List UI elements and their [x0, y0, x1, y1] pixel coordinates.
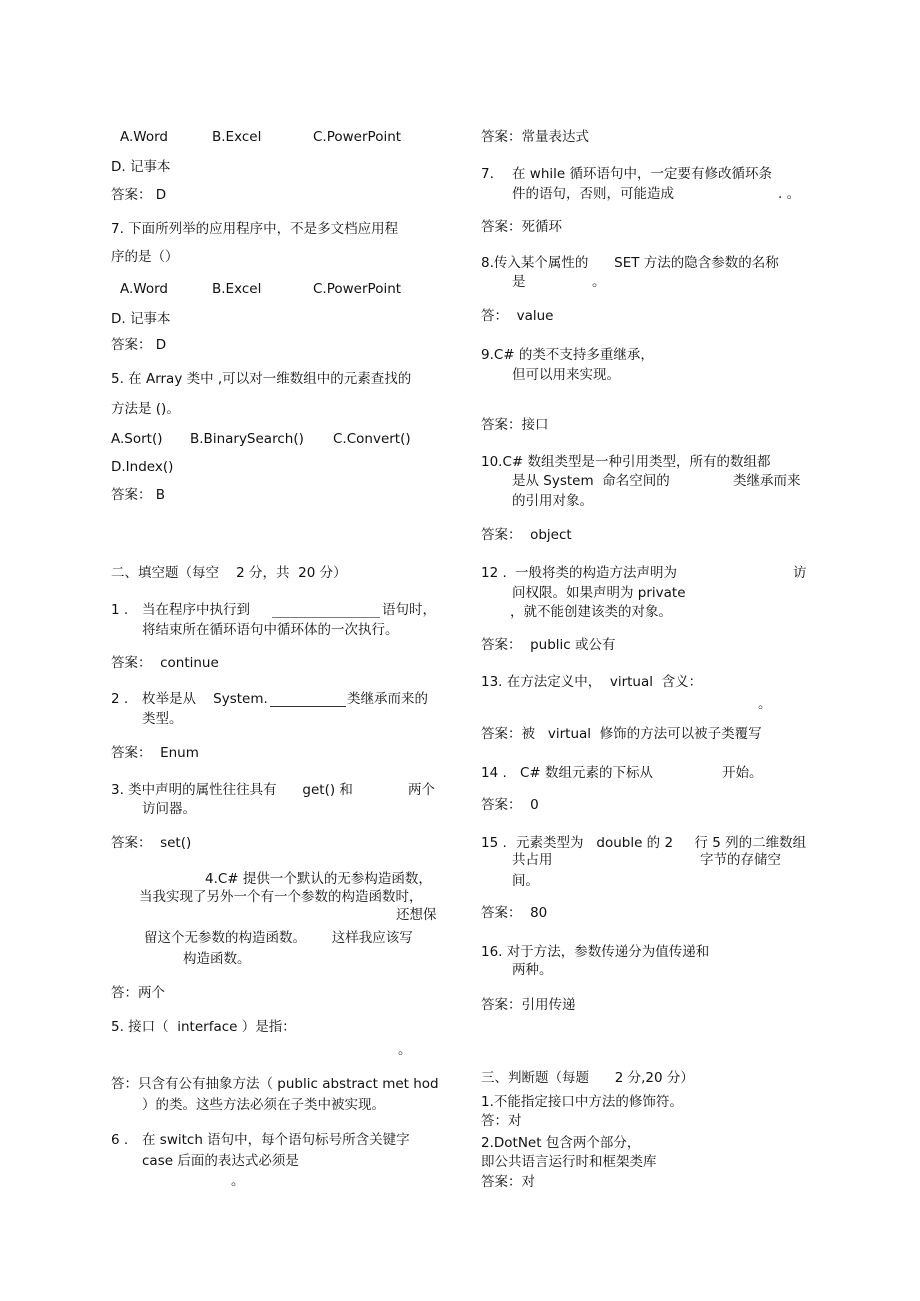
answer: 答案： B [111, 487, 166, 503]
option-b: B.Excel [212, 281, 262, 297]
question-text: . 。 [778, 186, 801, 202]
blank-end: 。 [231, 1173, 245, 1189]
answer: 答：只含有公有抽象方法（ public abstract met hod [111, 1076, 439, 1092]
answer: 答案：常量表达式 [481, 129, 589, 145]
question-text: 8.传入某个属性的 SET 方法的隐含参数的名称 [481, 255, 779, 271]
option-c: C.PowerPoint [313, 129, 402, 145]
question-text: 访问器。 [142, 801, 196, 817]
question-number: 15 . [481, 835, 507, 851]
blank-end: 。 [398, 1042, 412, 1058]
question-text: 当在程序中执行到 [142, 602, 250, 618]
question-text: 4.C# 提供一个默认的无参构造函数， [205, 871, 432, 887]
question-text: 5. 在 Array 类中 ,可以对一维数组中的元素查找的 [111, 371, 412, 387]
question-text: 5. 接口（ interface ）是指： [111, 1019, 296, 1035]
question-text: 。 [592, 274, 606, 290]
answer: 答案：对 [481, 1174, 535, 1190]
answer: ）的类。这些方法必须在子类中被实现。 [142, 1097, 385, 1113]
question-text: 的引用对象。 [512, 493, 593, 509]
answer: 答案：死循环 [481, 219, 562, 235]
option-d: D. 记事本 [111, 159, 171, 175]
question-text: C# 数组元素的下标从 [520, 765, 654, 781]
answer: 答案： 0 [481, 797, 539, 813]
question-text: 3. 类中声明的属性往往具有 get() 和 [111, 782, 353, 798]
option-b: B.BinarySearch() [190, 431, 304, 447]
question-text: 件的语句，否则，可能造成 [512, 186, 674, 202]
question-number: 14 . [481, 765, 507, 781]
answer: 答案： object [481, 527, 572, 543]
answer: 答案： Enum [111, 745, 199, 761]
answer: 答案： D [111, 337, 167, 353]
question-text: case 后面的表达式必须是 [142, 1153, 299, 1169]
section-title: 三、判断题（每题 2 分,20 分） [481, 1070, 694, 1086]
option-c: C.PowerPoint [313, 281, 402, 297]
question-text: 在 while 循环语句中，一定要有修改循环条 [512, 166, 772, 182]
question-number: 2 . [111, 691, 129, 707]
answer: 答：对 [481, 1113, 522, 1129]
answer: 答案： D [111, 187, 167, 203]
question-text: 7. 下面所列举的应用程序中，不是多文档应用程 [111, 221, 399, 237]
question-text: 还想保 [396, 907, 437, 923]
question-text: 字节的存储空 [700, 852, 781, 868]
answer: 答案： public 或公有 [481, 637, 616, 653]
answer: 答： value [481, 308, 554, 324]
question-text: 16. 对于方法，参数传递分为值传递和 [481, 944, 710, 960]
question-text: ，就不能创建该类的对象。 [510, 604, 672, 620]
question-text: 问权限。如果声明为 private [512, 585, 686, 601]
option-b: B.Excel [212, 129, 262, 145]
question-number: 12 . [481, 565, 507, 581]
question-text: 留这个无参数的构造函数。 这样我应该写 [144, 930, 413, 946]
question-text: 在 switch 语句中，每个语句标号所含关键字 [142, 1132, 410, 1148]
answer: 答案：接口 [481, 417, 549, 433]
question-text: 一般将类的构造方法声明为 [515, 565, 677, 581]
answer: 答案：被 virtual 修饰的方法可以被子类覆写 [481, 726, 762, 742]
question-text: 10.C# 数组类型是一种引用类型，所有的数组都 [481, 454, 771, 470]
question-text: 方法是 ()。 [111, 401, 180, 417]
option-a: A.Word [120, 129, 168, 145]
answer: 答案：引用传递 [481, 997, 576, 1013]
blank-underline [270, 706, 346, 707]
question-number: 7. [481, 166, 494, 182]
question-text: 两个 [408, 782, 435, 798]
question-text: 类型。 [142, 711, 183, 727]
question-text: 当我实现了另外一个有一个参数的构造函数时， [139, 889, 423, 905]
question-number: 6 . [111, 1132, 129, 1148]
question-text: 间。 [512, 873, 539, 889]
question-text: 共占用 [512, 852, 553, 868]
question-text: 9.C# 的类不支持多重继承， [481, 347, 654, 363]
question-text: 类继承而来 [733, 473, 801, 489]
question-text: 是从 System 命名空间的 [512, 473, 670, 489]
question-text: 序的是（） [111, 249, 179, 265]
answer: 答案： set() [111, 835, 192, 851]
option-a: A.Word [120, 281, 168, 297]
question-text: 语句时， [382, 602, 436, 618]
question-text: 类继承而来的 [347, 691, 428, 707]
question-number: 1 . [111, 602, 129, 618]
section-title: 二、填空题（每空 2 分，共 20 分） [111, 565, 347, 581]
option-c: C.Convert() [333, 431, 411, 447]
question-text: 构造函数。 [183, 951, 251, 967]
question-text: 开始。 [722, 765, 763, 781]
question-text: 将结束所在循环语句中循环体的一次执行。 [142, 622, 399, 638]
option-d: D.Index() [111, 459, 174, 475]
answer: 答案： 80 [481, 905, 548, 921]
question-text: 是 [512, 274, 526, 290]
question-text: 元素类型为 double 的 2 行 5 列的二维数组 [516, 835, 807, 851]
question-text: 1.不能指定接口中方法的修饰符。 [481, 1094, 683, 1110]
blank-end: 。 [758, 696, 772, 712]
answer: 答：两个 [111, 985, 165, 1001]
question-text: 访 [793, 565, 807, 581]
question-text: 枚举是从 System. [142, 691, 268, 707]
question-text: 2.DotNet 包含两个部分， [481, 1135, 641, 1151]
option-d: D. 记事本 [111, 311, 171, 327]
question-text: 但可以用来实现。 [512, 367, 620, 383]
option-a: A.Sort() [111, 431, 163, 447]
question-text: 即公共语言运行时和框架类库 [481, 1154, 657, 1170]
question-text: 两种。 [512, 962, 553, 978]
answer: 答案： continue [111, 655, 219, 671]
question-text: 13. 在方法定义中， virtual 含义： [481, 674, 703, 690]
blank-underline [272, 617, 380, 618]
